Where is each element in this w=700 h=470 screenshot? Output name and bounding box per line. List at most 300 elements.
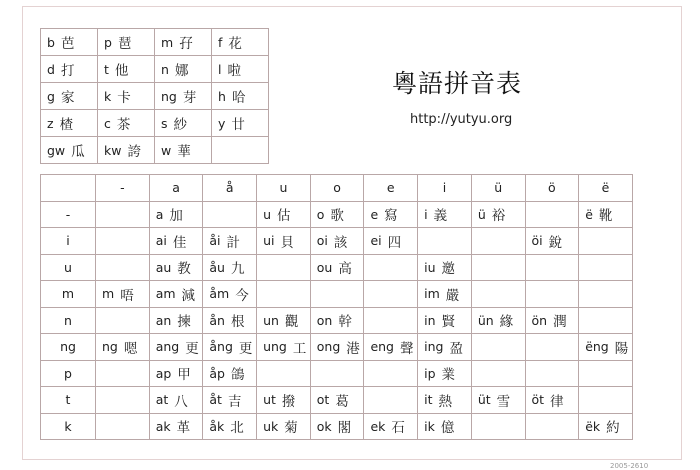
final-cell [418,334,472,361]
romanization: ung [263,339,287,355]
final-cell [310,281,364,308]
column-header [96,175,150,202]
final-cell [364,334,418,361]
final-cell [149,281,203,308]
romanization: öt [531,392,545,408]
final-cell [579,281,633,308]
romanization: f [218,34,223,50]
column-header-label: ü [494,180,503,196]
final-cell [471,334,525,361]
example-character: 佳 [172,234,187,251]
initial-cell [212,83,269,110]
final-cell [418,281,472,308]
example-character: 加 [169,208,183,225]
initial-cell [212,110,269,137]
romanization: ek [370,418,386,434]
initials-row [41,56,269,83]
example-character: 誇 [127,144,141,160]
final-cell [203,387,257,414]
example-character: 葛 [335,393,349,410]
example-character: 閣 [337,420,352,437]
romanization: åu [209,259,225,275]
final-cell [364,413,418,440]
row-header [41,228,96,255]
final-cell [525,228,579,255]
romanization: l [218,61,222,77]
example-character: 邀 [441,261,456,278]
example-character: 芭 [60,36,75,52]
final-cell [579,334,633,361]
romanization: ing [424,339,444,355]
romanization: ut [263,392,276,408]
example-character: 石 [391,420,405,437]
romanization: öi [531,233,543,249]
romanization: t [104,61,109,77]
romanization: am [155,286,176,302]
example-character: 四 [387,234,402,251]
example-character: 瓜 [71,144,85,160]
initials-row [41,29,269,56]
example-character: 工 [292,340,307,357]
final-cell [364,360,418,387]
romanization: ong [316,339,341,355]
example-character: 撥 [281,393,296,410]
final-cell [96,228,150,255]
final-cell [525,201,579,228]
romanization: ëng [585,339,609,355]
romanization: ip [424,365,436,381]
final-cell [203,334,257,361]
example-character: 減 [181,287,196,304]
site-url[interactable]: http://yutyu.org [410,112,513,127]
example-character: 雪 [496,393,511,410]
example-character: 賢 [441,314,456,331]
final-cell [203,307,257,334]
row-header-label: - [65,206,71,222]
example-character: 娜 [174,63,189,79]
example-character: 他 [114,63,129,79]
row-header [41,360,96,387]
final-cell [364,254,418,281]
final-cell [471,360,525,387]
romanization: åt [209,392,222,408]
romanization: c [104,115,111,131]
row-header-label: n [64,312,72,328]
final-cell [257,254,311,281]
row-header-label: k [64,418,72,434]
final-cell [471,281,525,308]
romanization: ou [316,259,333,275]
row-header [41,254,96,281]
initial-cell [98,137,155,164]
romanization: gw [47,142,66,158]
romanization: it [424,392,433,408]
example-character: 更 [185,340,199,357]
footer-stamp: 2005-2610 [610,462,649,470]
column-header [418,175,472,202]
final-cell [418,201,472,228]
final-cell [310,254,364,281]
example-character: 孖 [179,36,193,52]
final-cell [96,254,150,281]
final-cell [364,387,418,414]
final-cell [149,387,203,414]
example-character: 業 [441,367,456,384]
row-header-label: ng [60,339,76,355]
row-header [41,201,96,228]
final-cell [579,307,633,334]
romanization: ü [477,206,486,222]
example-character: 九 [230,261,245,278]
romanization: ün [477,312,494,328]
example-character: 教 [177,261,191,278]
finals-row [41,254,633,281]
final-cell [257,307,311,334]
final-cell [257,334,311,361]
final-cell [525,360,579,387]
romanization: åi [209,233,221,249]
romanization: iu [424,259,436,275]
romanization: ön [531,312,548,328]
example-character: 楂 [59,117,74,133]
initial-cell [41,29,98,56]
final-cell [257,413,311,440]
final-cell [364,201,418,228]
initial-cell [155,29,212,56]
finals-row [41,307,633,334]
final-cell [149,254,203,281]
final-cell [203,228,257,255]
romanization: u [263,206,271,222]
initial-cell [155,110,212,137]
romanization: un [263,312,279,328]
example-character: 貝 [280,234,294,251]
romanization: z [47,115,54,131]
final-cell [310,228,364,255]
romanization: b [47,34,55,50]
romanization: ån [209,312,225,328]
example-character: 銳 [548,234,563,251]
example-character: 觀 [284,314,299,331]
column-header [149,175,203,202]
romanization: at [155,392,169,408]
romanization: ng [102,339,118,355]
example-character: 義 [433,208,448,225]
final-cell [310,413,364,440]
initial-cell [41,83,98,110]
initial-cell [155,137,212,164]
romanization: ok [316,418,332,434]
initial-cell [155,83,212,110]
romanization: m [161,34,174,50]
page-title: 粵語拼音表 [392,69,523,98]
row-header [41,334,96,361]
final-cell [471,387,525,414]
romanization: uk [263,418,279,434]
final-cell [525,413,579,440]
final-cell [471,413,525,440]
romanization: i [424,206,428,222]
example-character: 紗 [173,117,188,133]
romanization: h [218,88,226,104]
final-cell [525,334,579,361]
romanization: eng [370,339,394,355]
column-header [203,175,257,202]
romanization: ui [263,233,275,249]
final-cell [310,307,364,334]
romanization: n [161,61,169,77]
final-cell [579,201,633,228]
example-character: 億 [440,420,455,437]
romanization: g [47,88,55,104]
final-cell [310,387,364,414]
final-cell [418,307,472,334]
final-cell [471,307,525,334]
romanization: oi [316,233,328,249]
final-cell [418,360,472,387]
column-header [471,175,525,202]
romanization: åp [209,365,225,381]
final-cell [471,228,525,255]
example-character: 吉 [227,393,242,410]
example-character: 高 [338,261,352,278]
final-cell [149,201,203,228]
row-header-label: u [64,259,72,275]
romanization: im [424,286,440,302]
example-character: 裕 [491,208,506,225]
example-character: 估 [277,208,291,225]
finals-row [41,334,633,361]
final-cell [149,228,203,255]
example-character: 根 [230,314,245,331]
example-character: 律 [550,393,564,410]
final-cell [579,228,633,255]
example-character: 計 [226,234,241,251]
finals-header-row [41,175,633,202]
example-character: 更 [238,340,253,357]
initial-cell [212,56,269,83]
romanization: åm [209,286,230,302]
example-character: 甲 [177,367,191,384]
final-cell [203,201,257,228]
romanization: ot [316,392,330,408]
romanization: ang [155,339,180,355]
final-cell [203,254,257,281]
example-character: 菊 [284,420,298,437]
final-cell [96,201,150,228]
column-header-label: ë [601,180,610,196]
initial-cell [212,29,269,56]
final-cell [364,281,418,308]
initial-cell [41,56,98,83]
romanization: ak [155,418,171,434]
example-character: 盈 [449,340,463,357]
example-character: 該 [333,234,348,251]
final-cell [579,254,633,281]
final-cell [471,201,525,228]
final-cell [149,334,203,361]
initial-cell [212,137,269,164]
finals-row [41,387,633,414]
final-cell [525,387,579,414]
romanization: in [424,312,436,328]
romanization: kw [104,142,122,158]
romanization: ë [585,206,593,222]
final-cell [96,413,150,440]
row-header-label: i [66,233,70,249]
example-character: 嚴 [445,287,460,304]
romanization: ai [155,233,167,249]
column-header [257,175,311,202]
final-cell [203,413,257,440]
romanization: e [370,206,379,222]
final-cell [96,360,150,387]
row-header-label: p [64,365,72,381]
final-cell [149,307,203,334]
example-character: 打 [60,63,75,79]
romanization: an [155,312,172,328]
row-header [41,387,96,414]
initial-cell [41,110,98,137]
romanization: d [47,61,55,77]
romanization: ap [155,365,172,381]
initials-table [40,28,269,164]
romanization: åk [209,418,225,434]
initials-row [41,137,269,164]
finals-row [41,201,633,228]
final-cell [579,360,633,387]
example-character: 緣 [499,314,514,331]
initials-row [41,83,269,110]
example-character: 花 [228,36,242,52]
romanization: au [155,259,172,275]
romanization: ng [161,88,177,104]
column-header-label: o [333,180,341,196]
example-character: 琶 [117,36,132,52]
column-header-label: ö [548,180,556,196]
romanization: ëk [585,418,601,434]
romanization: a [155,206,164,222]
final-cell [418,387,472,414]
example-character: 寫 [384,208,398,225]
finals-row [41,360,633,387]
example-character: 約 [606,420,620,437]
column-header-label: u [279,180,288,196]
romanization: w [161,142,172,158]
example-character: 歌 [330,208,344,225]
example-character: 陽 [614,340,629,357]
example-character: 聲 [400,340,414,357]
romanization: m [102,286,115,302]
finals-row [41,228,633,255]
finals-row [41,413,633,440]
final-cell [257,360,311,387]
final-cell [310,334,364,361]
column-header [525,175,579,202]
final-cell [96,281,150,308]
romanization: ång [209,339,233,355]
romanization: k [104,88,112,104]
example-character: 靴 [598,208,613,225]
example-character: 今 [235,287,249,304]
final-cell [364,307,418,334]
final-cell [96,307,150,334]
final-cell [203,281,257,308]
romanization: o [316,206,325,222]
row-header [41,281,96,308]
column-header-label: i [442,180,447,196]
example-character: 嗯 [123,340,138,357]
final-cell [149,360,203,387]
final-cell [257,387,311,414]
column-header-label: a [172,180,180,196]
initial-cell [98,29,155,56]
final-cell [525,254,579,281]
final-cell [471,254,525,281]
example-character: 潤 [553,314,567,331]
final-cell [203,360,257,387]
romanization: s [161,115,168,131]
column-header [41,175,96,202]
column-header-label: - [120,180,125,196]
example-character: 哈 [231,90,246,106]
romanization: p [104,34,112,50]
row-header-label: t [65,392,71,408]
example-character: 幹 [338,314,352,331]
final-cell [257,201,311,228]
example-character: 港 [346,340,360,357]
final-cell [525,281,579,308]
example-character: 啦 [227,63,241,79]
column-header [579,175,633,202]
example-character: 革 [176,420,191,437]
example-character: 唔 [120,287,134,304]
romanization: üt [477,392,491,408]
example-character: 卡 [117,90,131,106]
initial-cell [98,83,155,110]
romanization: on [316,312,333,328]
example-character: 家 [60,90,75,106]
initial-cell [41,137,98,164]
initial-cell [155,56,212,83]
example-character: 華 [177,144,191,160]
final-cell [149,413,203,440]
final-cell [418,228,472,255]
column-header [310,175,364,202]
row-header [41,307,96,334]
final-cell [257,281,311,308]
final-cell [310,201,364,228]
column-header [364,175,418,202]
example-character: 熱 [438,393,452,410]
final-cell [96,334,150,361]
example-character: 北 [230,420,244,437]
romanization: y [218,115,226,131]
final-cell [418,413,472,440]
example-character: 芽 [182,90,197,106]
initials-row [41,110,269,137]
final-cell [418,254,472,281]
final-cell [525,307,579,334]
final-cell [257,228,311,255]
finals-row [41,281,633,308]
example-character: 鴿 [230,367,245,384]
example-character: 揀 [177,314,191,331]
final-cell [364,228,418,255]
romanization: ik [424,418,435,434]
initial-cell [98,56,155,83]
final-cell [310,360,364,387]
